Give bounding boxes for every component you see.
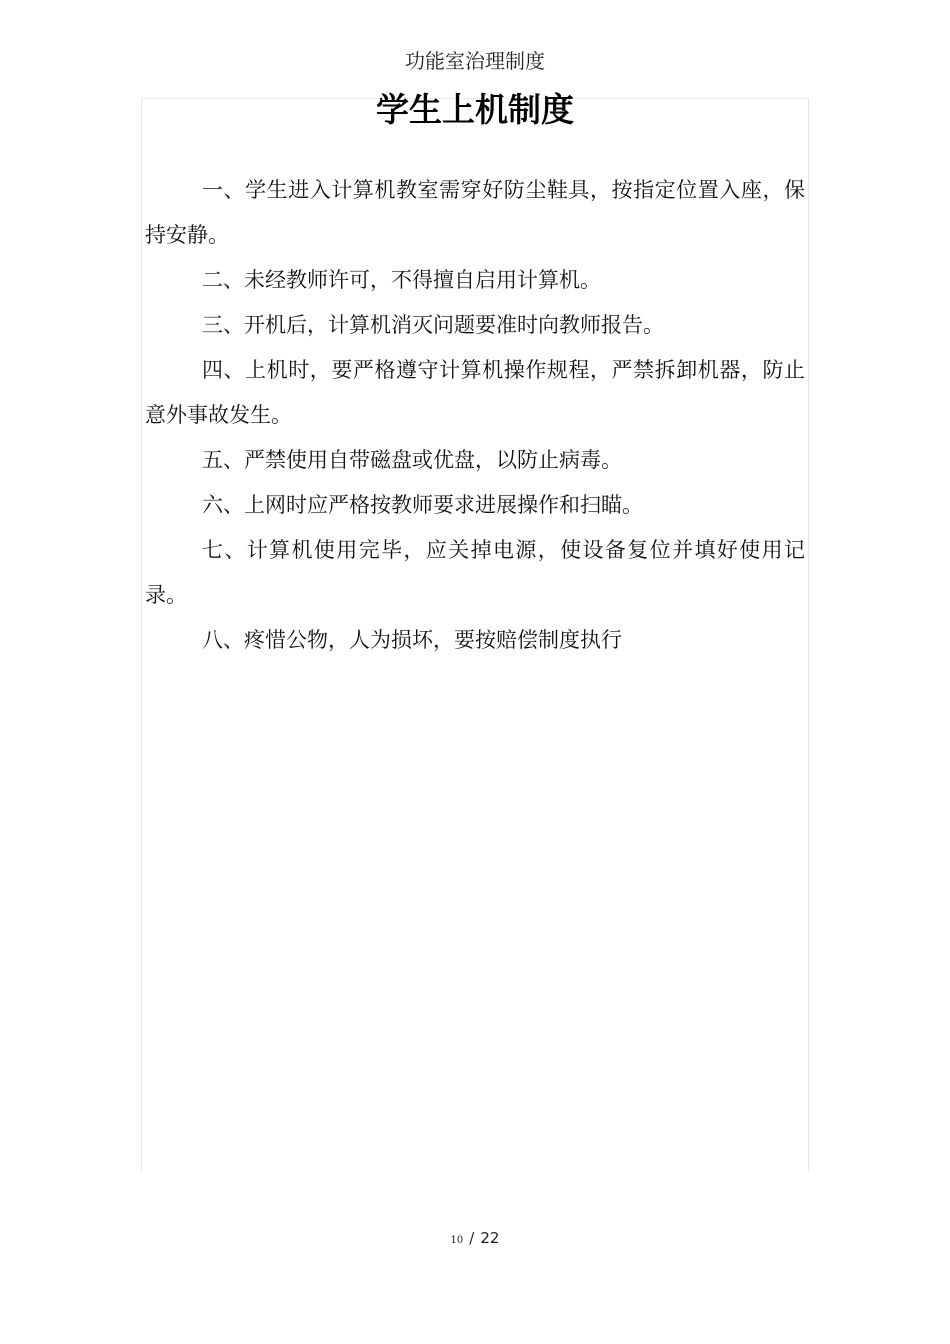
running-header: 功能室治理制度 (405, 49, 545, 73)
rule-paragraph-4: 四、上机时，要严格遵守计算机操作规程，严禁拆卸机器，防止意外事故发生。 (145, 358, 805, 427)
page-number (0, 1228, 950, 1251)
current-page-number: 10 (450, 1235, 464, 1246)
rule-paragraph-5: 五、严禁使用自带磁盘或优盘，以防止病毒。 (202, 448, 622, 472)
rule-paragraph-3: 三、开机后，计算机消灭问题要准时向教师报告。 (202, 313, 664, 337)
rule-paragraph-1: 一、学生进入计算机教室需穿好防尘鞋具，按指定位置入座，保持安静。 (145, 178, 805, 247)
total-pages: 22 (480, 1229, 500, 1247)
document-title: 学生上机制度 (376, 90, 574, 129)
rule-paragraph-6: 六、上网时应严格按教师要求进展操作和扫瞄。 (202, 493, 643, 517)
page-separator: / (469, 1229, 475, 1247)
rule-paragraph-7: 七、计算机使用完毕，应关掉电源，使设备复位并填好使用记录。 (145, 538, 805, 607)
rule-paragraph-8: 八、疼惜公物，人为损坏，要按赔偿制度执行 (202, 628, 622, 652)
rule-paragraph-2: 二、未经教师许可，不得擅自启用计算机。 (202, 268, 601, 292)
document-body (145, 168, 805, 663)
